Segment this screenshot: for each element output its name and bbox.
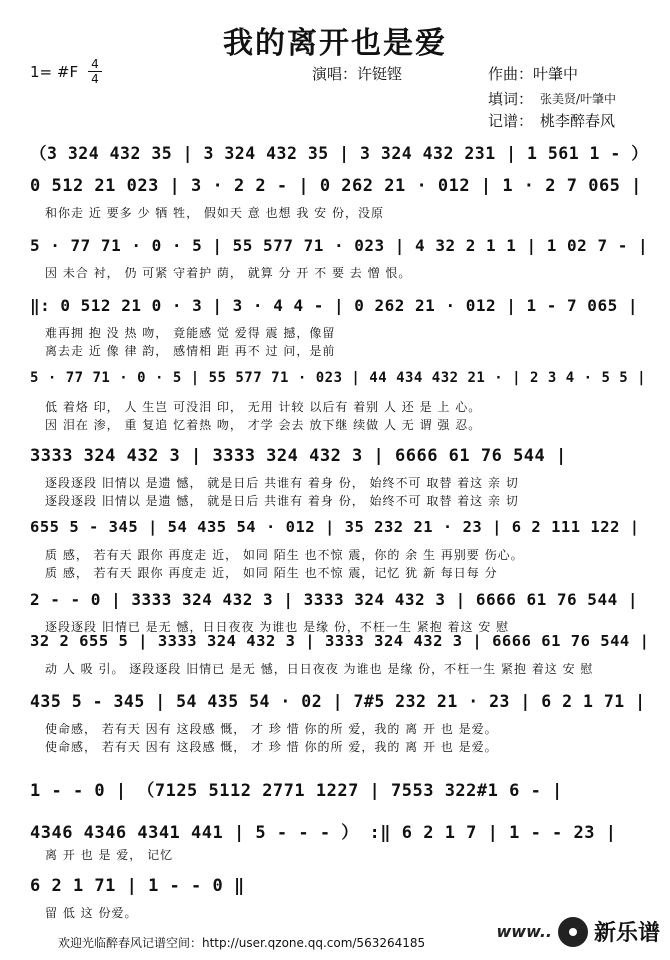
notation-row: 2 - - 0 | 3333 324 432 3 | 3333 324 432 3 | 6666 61 76 544 |	[30, 590, 638, 609]
lyricist-label: 填词：	[488, 90, 534, 108]
lyric-line: 留 低 这 份爱。	[45, 906, 138, 920]
lyric-line: 离去走 近 像 律 韵， 感情相 距 再不 过 问，是前	[45, 344, 336, 358]
composer-credit: 作曲：叶肇中	[488, 65, 579, 83]
notation-row: （3 324 432 35 | 3 324 432 35 | 3 324 432 231 | 1 561 1 - ）	[30, 144, 649, 163]
key-signature: 1= #F	[30, 63, 79, 81]
meter-bottom: 4	[91, 72, 99, 86]
watermark-brand: 新乐谱	[593, 921, 660, 946]
lyric-line: 质 感， 若有天 跟你 再度走 近， 如同 陌生 也不惊 震，你的 余 生 再别要 伤心。	[45, 548, 524, 562]
lyric-line: 和你走 近 要多 少 牺 牲， 假如天 意 也想 我 安 份，没原	[45, 206, 384, 220]
notation-row: 435 5 - 345 | 54 435 54 · 02 | 7#5 232 21 · 23 | 6 2 1 71 |	[30, 692, 646, 711]
notation-row: 5 · 77 71 · 0 · 5 | 55 577 71 · 023 | 44 434 432 21 · | 2 3 4 · 5 5 |	[30, 370, 647, 386]
lyric-line: 因 泪在 渗， 重 复追 忆着热 吻， 才学 会去 放下继 续做 人 无 谓 强 忍。	[45, 418, 482, 432]
transcriber-credit: 桃李醉春风	[540, 112, 616, 130]
lyric-line: 动 人 吸 引。 逐段逐段 旧情已 是无 憾，日日夜夜 为谁也 是缘 份，不枉一生 紧抱 着这 安 慰	[45, 662, 594, 676]
time-signature	[88, 58, 102, 85]
footer-link[interactable]: 欢迎光临醉春风记谱空间：http://user.qzone.qq.com/563264185	[58, 936, 426, 950]
notation-row: 5 · 77 71 · 0 · 5 | 55 577 71 · 023 | 4 32 2 1 1 | 1 02 7 - |	[30, 236, 649, 255]
lyric-line: 逐段逐段 旧情以 是遗 憾， 就是日后 共谁有 着身 份， 始终不可 取替 着这 亲 切	[45, 494, 519, 508]
lyric-line: 逐段逐段 旧情已 是无 憾，日日夜夜 为谁也 是缘 份，不枉一生 紧抱 着这 安 慰	[45, 620, 510, 634]
record-disc-icon	[558, 917, 588, 947]
notation-row: 1 - - 0 | （7125 5112 2771 1227 | 7553 322#1 6 - |	[30, 781, 563, 801]
lyric-line: 离 开 也 是 爱， 记忆	[45, 848, 174, 862]
notation-row: 32 2 655 5 | 3333 324 432 3 | 3333 324 432 3 | 6666 61 76 544 |	[30, 632, 650, 650]
lyric-line: 逐段逐段 旧情以 是遗 憾， 就是日后 共谁有 着身 份， 始终不可 取替 着这 亲 切	[45, 476, 519, 490]
singer-credit: 演唱：许铤铿	[312, 65, 403, 83]
lyricist-credit: 张美贤/叶肇中	[540, 92, 617, 106]
meter-top: 4	[91, 57, 99, 71]
lyric-line: 因 未合 衬， 仍 可紧 守着护 荫， 就算 分 开 不 要 去 憎 恨。	[45, 266, 412, 280]
song-title: 我的离开也是爱	[223, 26, 447, 61]
watermark-logo	[497, 916, 661, 947]
lyric-line: 使命感， 若有天 因有 这段感 慨， 才 珍 惜 你的所 爱，我的 离 开 也 是爱。	[45, 740, 498, 754]
lyric-line: 质 感， 若有天 跟你 再度走 近， 如同 陌生 也不惊 震，记忆 犹 新 每日每 分	[45, 566, 498, 580]
notation-row: 0 512 21 023 | 3 · 2 2 - | 0 262 21 · 012 | 1 · 2 7 065 |	[30, 176, 642, 196]
notation-row: 4346 4346 4341 441 | 5 - - - ） :‖ 6 2 1 7 | 1 - - 23 |	[30, 823, 617, 843]
watermark-dots: www..	[496, 922, 552, 941]
notation-row: ‖: 0 512 21 0 · 3 | 3 · 4 4 - | 0 262 21 · 012 | 1 - 7 065 |	[30, 296, 638, 315]
lyric-line: 使命感， 若有天 因有 这段感 慨， 才 珍 惜 你的所 爱，我的 离 开 也 是爱。	[45, 722, 498, 736]
notation-row: 6 2 1 71 | 1 - - 0 ‖	[30, 876, 245, 896]
lyric-line: 低 着烙 印， 人 生岂 可没泪 印， 无用 计较 以后有 着别 人 还 是 上 心。	[45, 400, 482, 414]
notation-row: 3333 324 432 3 | 3333 324 432 3 | 6666 61 76 544 |	[30, 446, 567, 466]
transcriber-label: 记谱：	[488, 112, 534, 130]
lyric-line: 难再拥 抱 没 热 吻， 竟能感 觉 爱得 震 撼，像留	[45, 326, 336, 340]
notation-row: 655 5 - 345 | 54 435 54 · 012 | 35 232 21 · 23 | 6 2 111 122 |	[30, 518, 640, 536]
